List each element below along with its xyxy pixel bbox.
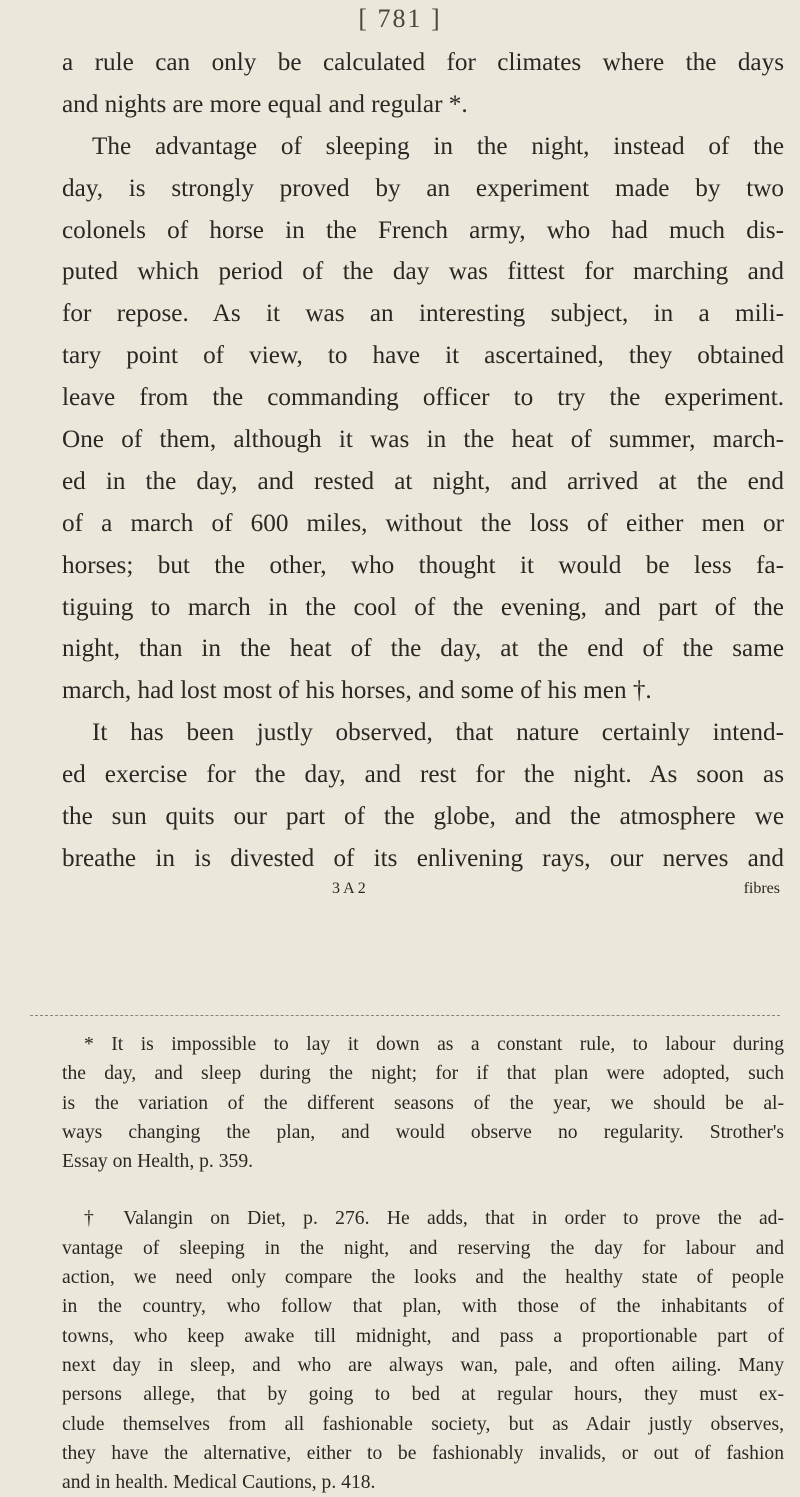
footnote-line: * It is impossible to lay it down as a constant rule, to labour during: [84, 1034, 784, 1055]
text-line: breathe in is divested of its enlivening rays, our nerves and: [62, 844, 784, 872]
footnote-line: † Valangin on Diet, p. 276. He adds, that in order to prove the ad-: [84, 1208, 784, 1230]
footnote-line: ways changing the plan, and would observe no regularity. Strother's: [62, 1121, 784, 1143]
page-number-header: [ 781 ]: [358, 4, 442, 33]
text-line: The advantage of sleeping in the night, instead of the: [92, 132, 784, 160]
footnote-line: vantage of sleeping in the night, and reserving the day for labour and: [62, 1237, 784, 1259]
text-line: the sun quits our part of the globe, and the atmosphere we: [62, 803, 784, 831]
footnote-line: the day, and sleep during the night; for if that plan were adopted, such: [62, 1063, 784, 1085]
text-line: night, than in the heat of the day, at the end of the same: [62, 635, 784, 663]
text-line: and nights are more equal and regular *.: [62, 90, 468, 118]
text-line: puted which period of the day was fittest for marching and: [62, 258, 784, 286]
signature-mark: 3 A 2: [332, 879, 366, 897]
text-line: ed in the day, and rested at night, and arrived at the end: [62, 467, 784, 495]
footnote-line: towns, who keep awake till midnight, and pass a proportionable part of: [62, 1325, 784, 1347]
footnote-divider: [30, 1015, 780, 1016]
text-line: of a march of 600 miles, without the loss of either men or: [62, 509, 784, 537]
footnote-line: is the variation of the different seasons of the year, we should be al-: [62, 1092, 784, 1114]
footnote-line: action, we need only compare the looks and the healthy state of people: [62, 1267, 784, 1289]
text-line: It has been justly observed, that nature certainly intend-: [92, 719, 784, 747]
text-line: colonels of horse in the French army, who had much dis-: [62, 216, 784, 244]
signature-line: [62, 880, 784, 922]
text-line: day, is strongly proved by an experiment made by two: [62, 174, 784, 202]
footnote-line: they have the alternative, either to be fashionably invalids, or out of fashion: [62, 1442, 784, 1464]
footnote-line: in the country, who follow that plan, with those of the inhabitants of: [62, 1296, 784, 1318]
footnote-line: Essay on Health, p. 359.: [62, 1151, 254, 1173]
text-line: tary point of view, to have it ascertained, they obtained: [62, 342, 784, 370]
text-line: One of them, although it was in the heat of summer, march-: [62, 426, 784, 454]
footnote-line: clude themselves from all fashionable society, but as Adair justly observes,: [62, 1413, 784, 1435]
footnote-line: next day in sleep, and who are always wan, pale, and often ailing. Many: [62, 1354, 784, 1376]
footnotes: [62, 1030, 784, 1497]
footnote-line: and in health. Medical Cautions, p. 418.: [62, 1472, 376, 1494]
catchword: fibres: [743, 879, 780, 897]
text-line: march, had lost most of his horses, and some of his men †.: [62, 677, 652, 705]
text-line: tiguing to march in the cool of the evening, and part of the: [62, 593, 784, 621]
footnote-gap: [62, 1176, 784, 1204]
footnote-line: persons allege, that by going to bed at regular hours, they must ex-: [62, 1384, 784, 1406]
text-line: for repose. As it was an interesting subject, in a mili-: [62, 300, 784, 328]
text-line: ed exercise for the day, and rest for the night. As soon as: [62, 761, 784, 789]
text-line: leave from the commanding officer to try the experiment.: [62, 384, 784, 412]
main-text: [62, 42, 784, 922]
text-line: a rule can only be calculated for climates where the days: [62, 49, 784, 76]
text-line: horses; but the other, who thought it would be less fa-: [62, 551, 784, 579]
